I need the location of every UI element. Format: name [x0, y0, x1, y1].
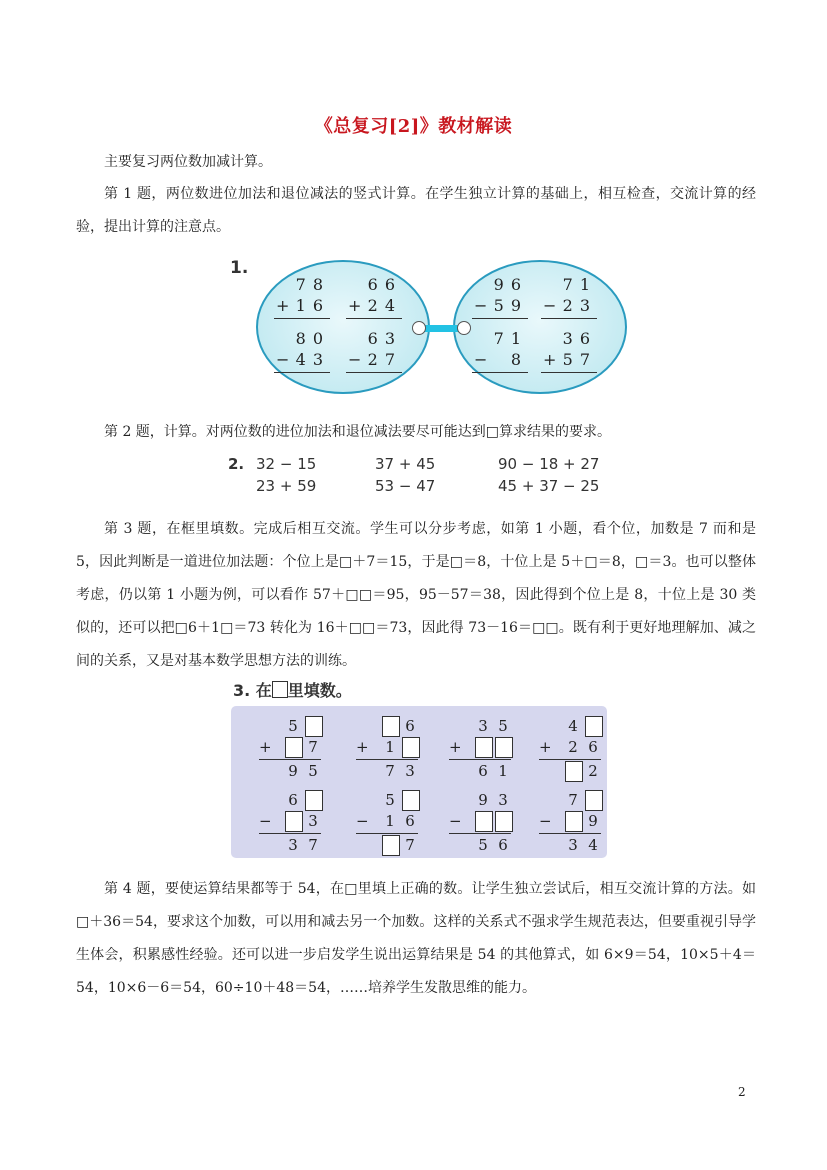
puzzle-row	[259, 716, 321, 737]
blank-digit-box[interactable]	[565, 811, 583, 832]
digit: 3	[568, 836, 578, 854]
answer-line	[539, 833, 601, 834]
puzzle-row	[539, 737, 601, 758]
digit: 3	[498, 791, 508, 809]
operator: +	[348, 296, 362, 315]
minuend: 80	[295, 329, 330, 348]
operand-row	[541, 349, 597, 370]
fill-box-puzzle	[449, 716, 511, 782]
answer-line	[541, 318, 597, 319]
operator: −	[449, 812, 462, 830]
fill-box-puzzle	[356, 790, 418, 856]
answer-line	[259, 759, 321, 760]
minuend: 78	[295, 275, 330, 294]
figure-1-number: 1.	[230, 258, 249, 278]
minuend: 63	[367, 329, 402, 348]
vertical-calculation	[472, 274, 528, 320]
blank-digit-box[interactable]	[565, 761, 583, 782]
operator: +	[539, 738, 552, 756]
vertical-calculation	[541, 328, 597, 374]
operand: 57	[562, 350, 597, 369]
operator: −	[259, 812, 272, 830]
blank-digit-box[interactable]	[475, 811, 493, 832]
operand-row	[346, 349, 402, 370]
digit: 6	[588, 738, 598, 756]
blank-digit-box[interactable]	[285, 811, 303, 832]
digit: 5	[288, 717, 298, 735]
puzzle-row	[356, 835, 418, 856]
operator: −	[474, 296, 488, 315]
operand-row	[274, 295, 330, 316]
operand: 59	[493, 296, 528, 315]
page-number: 2	[738, 1085, 746, 1099]
digit: 6	[405, 717, 415, 735]
digit: 3	[405, 762, 415, 780]
blank-digit-box[interactable]	[495, 811, 513, 832]
fill-box-puzzle	[449, 790, 511, 856]
digit: 9	[478, 791, 488, 809]
blank-digit-box[interactable]	[382, 835, 400, 856]
digit: 5	[385, 791, 395, 809]
right-hinge	[457, 321, 471, 335]
blank-digit-box[interactable]	[402, 790, 420, 811]
minuend: 71	[562, 275, 597, 294]
digit: 5	[498, 717, 508, 735]
vertical-calculation	[541, 274, 597, 320]
paragraph-problem-2: 第 2 题，计算。对两位数的进位加法和退位减法要尽可能达到□算求结果的要求。	[104, 424, 612, 440]
puzzle-row	[449, 835, 511, 856]
blank-digit-box[interactable]	[495, 737, 513, 758]
puzzle-row	[539, 761, 601, 782]
puzzle-row	[539, 716, 601, 737]
puzzle-row	[449, 716, 511, 737]
operand-row	[274, 349, 330, 370]
digit: 6	[478, 762, 488, 780]
blank-digit-box[interactable]	[402, 737, 420, 758]
minuend: 36	[562, 329, 597, 348]
figure-3-heading-suffix: 里填数。	[287, 681, 352, 700]
puzzle-row	[539, 811, 601, 832]
vertical-calculation	[274, 328, 330, 374]
blank-digit-box[interactable]	[285, 737, 303, 758]
digit: 7	[308, 738, 318, 756]
figure-3-heading	[233, 678, 352, 701]
blank-digit-box[interactable]	[585, 716, 603, 737]
operator: +	[259, 738, 272, 756]
blank-digit-box[interactable]	[305, 790, 323, 811]
digit: 3	[308, 812, 318, 830]
digit: 4	[568, 717, 578, 735]
answer-line	[449, 833, 511, 834]
puzzle-row	[356, 790, 418, 811]
digit: 9	[588, 812, 598, 830]
operand: 24	[367, 296, 402, 315]
operator: −	[348, 350, 362, 369]
puzzle-row	[259, 790, 321, 811]
puzzle-row	[449, 811, 511, 832]
blank-digit-box[interactable]	[382, 716, 400, 737]
vertical-calculation	[274, 274, 330, 320]
digit: 6	[498, 836, 508, 854]
operator: −	[539, 812, 552, 830]
operand: 23	[562, 296, 597, 315]
digit: 7	[385, 762, 395, 780]
operator: −	[543, 296, 557, 315]
puzzle-row	[259, 737, 321, 758]
vertical-calculation	[346, 274, 402, 320]
answer-line	[356, 759, 418, 760]
answer-line	[274, 372, 330, 373]
puzzle-row	[539, 790, 601, 811]
digit: 6	[405, 812, 415, 830]
puzzle-row	[259, 761, 321, 782]
expression: 37 + 45	[375, 455, 436, 473]
answer-line	[541, 372, 597, 373]
operator: +	[276, 296, 290, 315]
puzzle-row	[356, 811, 418, 832]
vertical-calculation	[472, 328, 528, 374]
digit: 4	[588, 836, 598, 854]
intro-paragraph: 主要复习两位数加减计算。	[104, 154, 272, 170]
figure-3-heading-prefix: 3. 在	[233, 681, 272, 700]
puzzle-row	[539, 835, 601, 856]
digit: 7	[405, 836, 415, 854]
answer-line	[274, 318, 330, 319]
operator: +	[449, 738, 462, 756]
puzzle-row	[259, 811, 321, 832]
answer-line	[356, 833, 418, 834]
expression: 90 − 18 + 27	[498, 455, 600, 473]
fill-box-puzzle	[539, 716, 601, 782]
fill-box-puzzle	[259, 716, 321, 782]
answer-line	[539, 759, 601, 760]
expression: 32 − 15	[256, 455, 317, 473]
minuend: 66	[367, 275, 402, 294]
fill-box-puzzle	[259, 790, 321, 856]
answer-line	[346, 318, 402, 319]
expression: 45 + 37 − 25	[498, 477, 600, 495]
puzzle-row	[356, 737, 418, 758]
figure-1-glasses	[228, 252, 628, 392]
minuend: 71	[493, 329, 528, 348]
expression: 53 − 47	[375, 477, 436, 495]
vertical-calculation	[346, 328, 402, 374]
figure-2-number: 2.	[228, 455, 245, 473]
digit: 2	[588, 762, 598, 780]
expression: 23 + 59	[256, 477, 317, 495]
answer-line	[449, 759, 511, 760]
paragraph-problem-1: 第 1 题，两位数进位加法和退位减法的竖式计算。在学生独立计算的基础上，相互检查，交流计算的经验，提出计算的注意点。	[76, 186, 756, 235]
puzzle-row	[356, 716, 418, 737]
digit: 6	[288, 791, 298, 809]
answer-line	[259, 833, 321, 834]
blank-digit-box[interactable]	[305, 716, 323, 737]
operand-row	[472, 295, 528, 316]
digit: 5	[478, 836, 488, 854]
operator: +	[543, 350, 557, 369]
operand: 16	[295, 296, 330, 315]
operand: 8	[510, 350, 528, 369]
page-title: 《总复习[2]》教材解读	[314, 116, 513, 137]
paragraph-problem-4: 第 4 题，要使运算结果都等于 54，在□里填上正确的数。让学生独立尝试后，相互交流计算的方法。如□＋36＝54，要求这个加数，可以用和减去另一个加数。这样的关系式不强求学生规范表达，但要重视引导学生体会，积累感性经验。还可以进一步启发学生说出运算结果是 54 的其他算式，如 6×9＝54，10×5＋4＝54，10×6－6＝54，60÷10＋48＝54，……培养学生发散思维的能力。	[76, 881, 756, 996]
minuend: 96	[493, 275, 528, 294]
answer-line	[472, 372, 528, 373]
answer-line	[472, 318, 528, 319]
digit: 3	[288, 836, 298, 854]
digit: 3	[478, 717, 488, 735]
blank-digit-box[interactable]	[585, 790, 603, 811]
digit: 5	[308, 762, 318, 780]
puzzle-row	[356, 761, 418, 782]
paragraph-problem-3: 第 3 题，在框里填数。完成后相互交流。学生可以分步考虑，如第 1 小题，看个位，加数是 7 而和是 5，因此判断是一道进位加法题：个位上是□＋7＝15，于是□＝8，十位上是 5＋□＝8，□＝3。也可以整体考虑，仍以第 1 小题为例，可以看作 57＋□□＝95，95－57＝38，因此得到个位上是 8，十位上是 30 类似的，还可以把□6＋1□＝73 转化为 16＋□□＝73，因此得 73－16＝□□。既有利于更好地理解加、减之间的关系，又是对基本数学思想方法的训练。	[76, 521, 756, 669]
empty-box-icon	[272, 681, 288, 698]
operand-row	[346, 295, 402, 316]
puzzle-row	[449, 790, 511, 811]
digit: 9	[288, 762, 298, 780]
left-hinge	[412, 321, 426, 335]
operator: −	[356, 812, 369, 830]
operator: +	[356, 738, 369, 756]
answer-line	[346, 372, 402, 373]
blank-digit-box[interactable]	[475, 737, 493, 758]
digit: 7	[308, 836, 318, 854]
digit: 1	[385, 738, 395, 756]
operator: −	[474, 350, 488, 369]
figure-3-panel	[231, 706, 607, 858]
figure-2-expressions	[228, 455, 648, 503]
puzzle-row	[259, 835, 321, 856]
operand-row	[541, 295, 597, 316]
digit: 1	[385, 812, 395, 830]
fill-box-puzzle	[356, 716, 418, 782]
operand: 27	[367, 350, 402, 369]
digit: 2	[568, 738, 578, 756]
operand-row	[472, 349, 528, 370]
puzzle-row	[449, 737, 511, 758]
digit: 1	[498, 762, 508, 780]
fill-box-puzzle	[539, 790, 601, 856]
puzzle-row	[449, 761, 511, 782]
operator: −	[276, 350, 290, 369]
digit: 7	[568, 791, 578, 809]
operand: 43	[295, 350, 330, 369]
